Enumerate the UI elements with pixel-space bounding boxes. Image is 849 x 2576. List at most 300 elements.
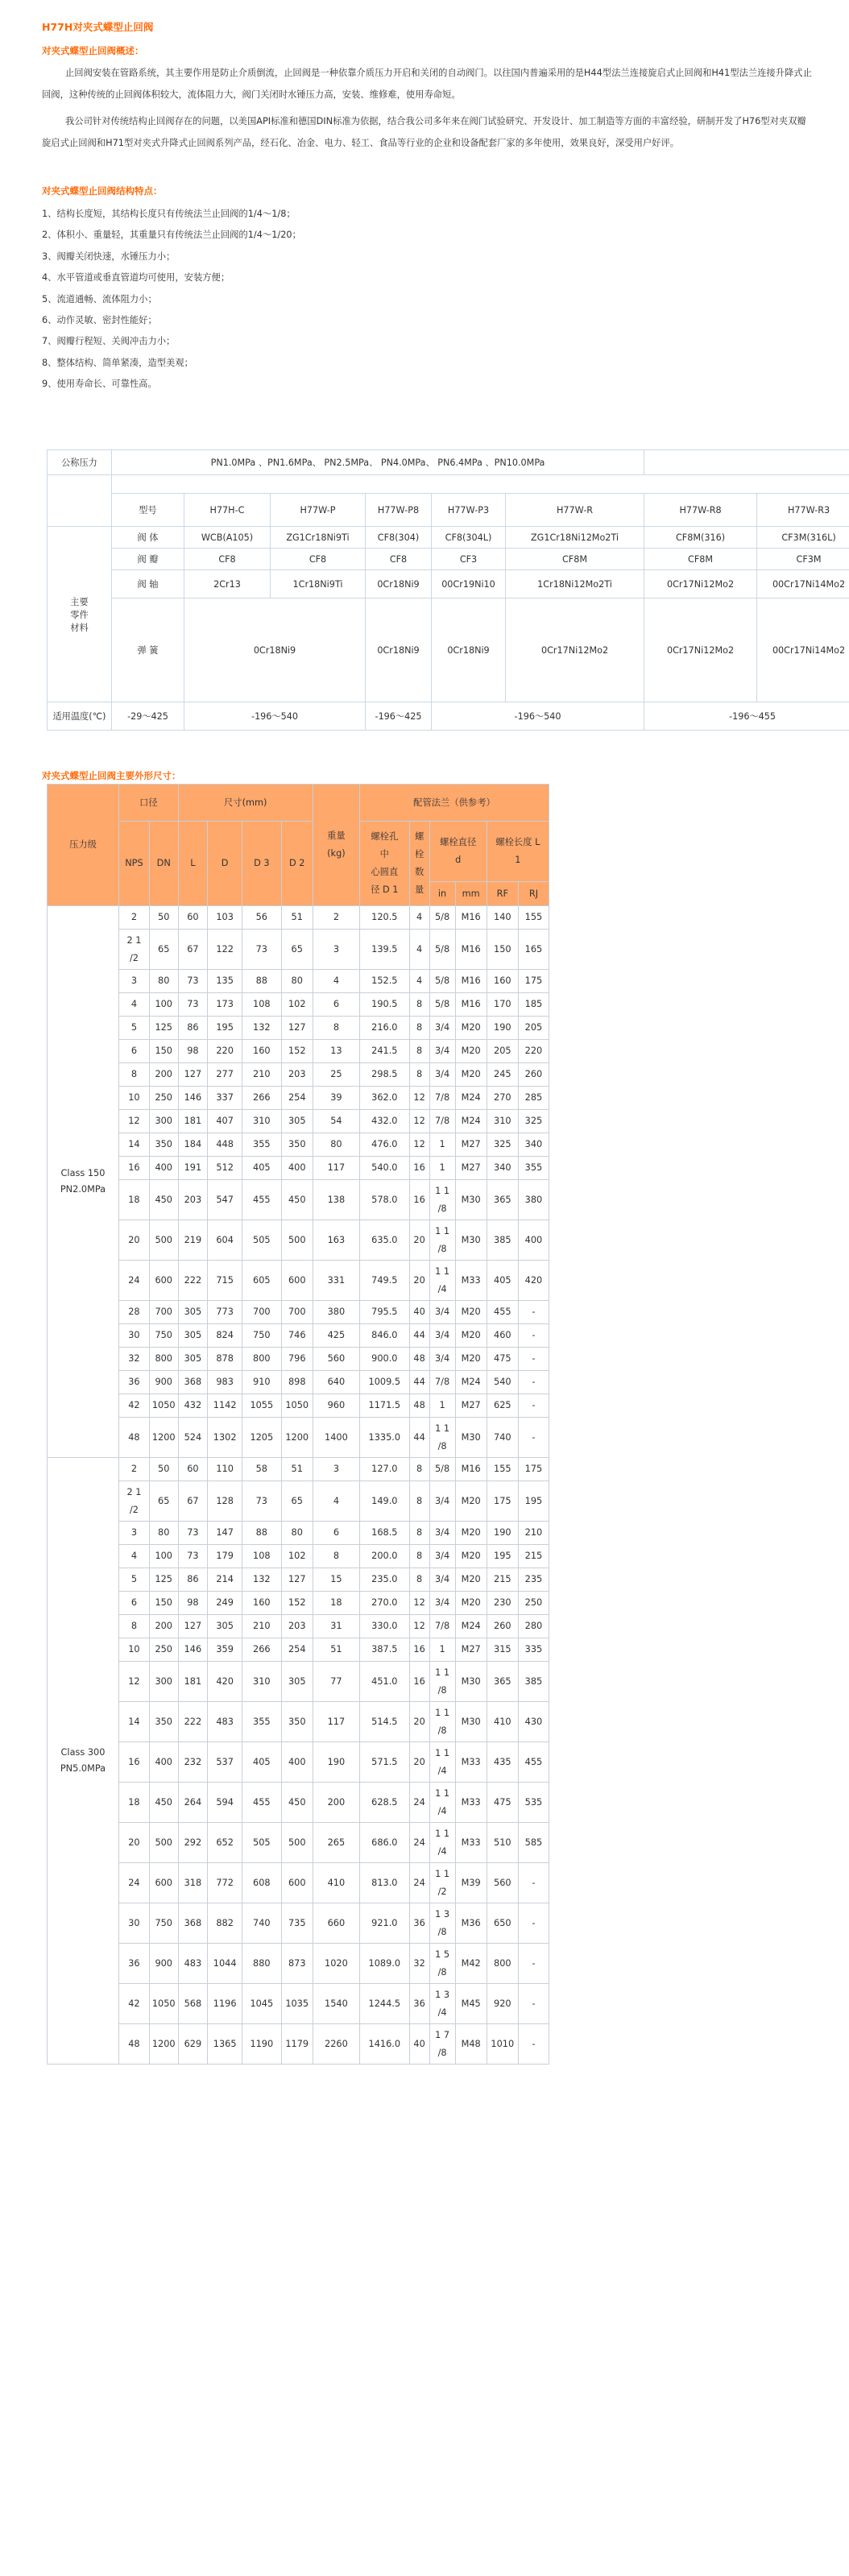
- table-cell: 524: [178, 1418, 208, 1458]
- table-cell: 1179: [281, 2024, 313, 2065]
- table-cell: -: [518, 1301, 549, 1324]
- table-cell: 219: [178, 1220, 208, 1261]
- table-cell: 3/4: [429, 1324, 455, 1348]
- feature-item: 6、动作灵敏、密封性能好；: [42, 314, 157, 325]
- feature-item: 1、结构长度短，其结构长度只有传统法兰止回阀的1/4～1/8；: [42, 209, 296, 219]
- table-cell: 330.0: [359, 1615, 409, 1638]
- header-cell: 口径: [118, 785, 178, 822]
- table-cell: 149.0: [359, 1481, 409, 1522]
- table-cell: 1045: [242, 1984, 282, 2024]
- table-cell: 2: [313, 906, 359, 930]
- table-row: [48, 1157, 549, 1180]
- table-row: [48, 1261, 549, 1301]
- table-cell: 4: [409, 930, 429, 970]
- table-cell: 1 1 /8: [429, 1702, 455, 1742]
- table-cell: 432.0: [359, 1110, 409, 1133]
- table-cell: 215: [518, 1545, 549, 1568]
- table-cell: 10: [118, 1638, 149, 1662]
- table-cell: 600: [281, 1863, 313, 1903]
- table-cell: 36: [409, 1984, 429, 2024]
- table-cell: 652: [208, 1823, 242, 1863]
- table-cell: 660: [313, 1903, 359, 1944]
- table-cell: 700: [281, 1301, 313, 1324]
- table-cell: 125: [149, 1017, 178, 1040]
- table-row: [48, 930, 549, 970]
- table-cell: 6: [118, 1040, 149, 1063]
- table-cell: 266: [242, 1638, 282, 1662]
- table-cell: 571.5: [359, 1742, 409, 1783]
- table-cell: -: [518, 1371, 549, 1394]
- table-cell: 4: [313, 1481, 359, 1522]
- table-cell: 715: [208, 1261, 242, 1301]
- table-cell: 216.0: [359, 1017, 409, 1040]
- table-cell: 8: [409, 1545, 429, 1568]
- material-table-row: [48, 475, 849, 494]
- table-row: [48, 1481, 549, 1522]
- table-cell: 280: [518, 1615, 549, 1638]
- part-material: CF8: [271, 549, 366, 570]
- table-cell: 1010: [487, 2024, 518, 2065]
- table-cell: 750: [149, 1903, 178, 1944]
- table-cell: 80: [149, 970, 178, 993]
- table-row: [48, 1301, 549, 1324]
- table-cell: 740: [242, 1903, 282, 1944]
- table-cell: 686.0: [359, 1823, 409, 1863]
- table-cell: 195: [518, 1481, 549, 1522]
- table-cell: 455: [487, 1301, 518, 1324]
- table-cell: 20: [409, 1261, 429, 1301]
- table-row: [48, 1522, 549, 1545]
- table-cell: 510: [487, 1823, 518, 1863]
- feature-item: 8、整体结构、简单紧凑，造型美观；: [42, 357, 193, 368]
- table-cell: 3/4: [429, 1301, 455, 1324]
- table-cell: 73: [178, 970, 208, 993]
- table-cell: 203: [178, 1180, 208, 1220]
- table-row: [48, 993, 549, 1017]
- table-cell: 355: [242, 1133, 282, 1157]
- part-material: 1Cr18Ni9Ti: [271, 570, 366, 598]
- table-cell: 250: [518, 1592, 549, 1615]
- model-name: H77W-R: [506, 494, 644, 527]
- table-cell: 1050: [149, 1984, 178, 2024]
- table-cell: M16: [455, 993, 487, 1017]
- table-cell: 175: [518, 970, 549, 993]
- table-cell: 1 1 /4: [429, 1783, 455, 1823]
- table-cell: 16: [118, 1157, 149, 1180]
- table-cell: 50: [149, 906, 178, 930]
- table-cell: 305: [281, 1662, 313, 1702]
- table-cell: 168.5: [359, 1522, 409, 1545]
- table-cell: 2: [118, 906, 149, 930]
- table-cell: 36: [118, 1944, 149, 1984]
- table-row: [48, 1823, 549, 1863]
- table-cell: 300: [149, 1662, 178, 1702]
- table-cell: 42: [118, 1394, 149, 1418]
- table-cell: 1: [429, 1157, 455, 1180]
- pressure-label: 公称压力: [48, 450, 112, 475]
- page-title: H77H对夹式蝶型止回阀: [42, 21, 154, 33]
- table-cell: 540: [487, 1371, 518, 1394]
- material-table-row: [48, 570, 849, 598]
- table-cell: 8: [409, 1568, 429, 1592]
- table-cell: 48: [118, 1418, 149, 1458]
- header-cell: 配管法兰（供参考）: [359, 785, 549, 822]
- table-cell: 298.5: [359, 1063, 409, 1087]
- table-cell: 1044: [208, 1944, 242, 1984]
- part-material: CF8M(316): [644, 527, 757, 549]
- table-cell: 135: [208, 970, 242, 993]
- table-cell: 750: [149, 1324, 178, 1348]
- part-material: ZG1Cr18Ni12Mo2Ti: [506, 527, 644, 549]
- table-cell: 215: [487, 1568, 518, 1592]
- table-cell: 127: [281, 1568, 313, 1592]
- table-row: [48, 2024, 549, 2065]
- table-cell: 5/8: [429, 906, 455, 930]
- table-row: [48, 1592, 549, 1615]
- table-cell: 245: [487, 1063, 518, 1087]
- table-cell: 73: [178, 1545, 208, 1568]
- table-cell: 28: [118, 1301, 149, 1324]
- table-cell: M24: [455, 1087, 487, 1110]
- table-row: [48, 1458, 549, 1481]
- table-cell: 195: [487, 1545, 518, 1568]
- table-cell: 155: [518, 906, 549, 930]
- table-cell: 254: [281, 1638, 313, 1662]
- header-cell: D 2: [281, 822, 313, 906]
- table-cell: -: [518, 1418, 549, 1458]
- model-name: H77W-R3: [757, 494, 849, 527]
- table-cell: 1 1 /8: [429, 1418, 455, 1458]
- table-cell: 100: [149, 1545, 178, 1568]
- table-cell: 1 1 /4: [429, 1823, 455, 1863]
- table-cell: 1540: [313, 1984, 359, 2024]
- table-cell: 210: [242, 1063, 282, 1087]
- table-cell: 56: [242, 906, 282, 930]
- table-cell: 16: [409, 1180, 429, 1220]
- table-cell: 450: [149, 1180, 178, 1220]
- table-cell: 3/4: [429, 1568, 455, 1592]
- table-row: [48, 1545, 549, 1568]
- table-cell: 260: [518, 1063, 549, 1087]
- table-cell: 127: [178, 1615, 208, 1638]
- table-cell: 138: [313, 1180, 359, 1220]
- table-cell: 102: [281, 993, 313, 1017]
- table-cell: 1055: [242, 1394, 282, 1418]
- table-cell: M20: [455, 1017, 487, 1040]
- table-cell: 36: [118, 1371, 149, 1394]
- table-cell: M20: [455, 1301, 487, 1324]
- table-cell: M16: [455, 970, 487, 993]
- table-cell: 44: [409, 1371, 429, 1394]
- table-cell: 1416.0: [359, 2024, 409, 2065]
- table-cell: 80: [281, 1522, 313, 1545]
- table-cell: 600: [149, 1863, 178, 1903]
- table-cell: 2260: [313, 2024, 359, 2065]
- table-row: [48, 1348, 549, 1371]
- table-cell: 578.0: [359, 1180, 409, 1220]
- table-cell: 350: [149, 1133, 178, 1157]
- table-cell: 170: [487, 993, 518, 1017]
- header-row: [48, 785, 549, 822]
- table-cell: 125: [149, 1568, 178, 1592]
- table-cell: 65: [281, 930, 313, 970]
- table-cell: 60: [178, 1458, 208, 1481]
- part-material: 0Cr18Ni9: [366, 570, 432, 598]
- table-cell: M27: [455, 1133, 487, 1157]
- empty-cell: [644, 450, 849, 475]
- table-cell: 120.5: [359, 906, 409, 930]
- table-cell: 900: [149, 1371, 178, 1394]
- table-cell: -: [518, 1394, 549, 1418]
- table-cell: 8: [409, 1063, 429, 1087]
- feature-item: 4、水平管道或垂直管道均可使用，安装方便；: [42, 272, 230, 284]
- table-cell: 222: [178, 1702, 208, 1742]
- table-row: [48, 970, 549, 993]
- table-cell: 920: [487, 1984, 518, 2024]
- table-cell: 547: [208, 1180, 242, 1220]
- table-cell: 385: [518, 1662, 549, 1702]
- table-cell: 315: [487, 1638, 518, 1662]
- table-cell: 65: [149, 930, 178, 970]
- table-cell: 277: [208, 1063, 242, 1087]
- table-cell: 1 1 /8: [429, 1180, 455, 1220]
- table-cell: 54: [313, 1110, 359, 1133]
- table-cell: M20: [455, 1324, 487, 1348]
- table-cell: 65: [281, 1481, 313, 1522]
- overview-paragraph-1: 止回阀安装在管路系统，其主要作用是防止介质倒流，止回阀是一种依靠介质压力开启和关闭的自动阀门。以往国内普遍采用的是H44型法兰连接旋启式止回阀和H41型法兰连接升降式止回阀，这种传统的止回阀体积较大，流体阻力大，阀门关闭时水锤压力高，安装、维修难，使用寿命短。: [42, 68, 812, 100]
- table-cell: 249: [208, 1592, 242, 1615]
- table-cell: 8: [313, 1545, 359, 1568]
- table-cell: 30: [118, 1903, 149, 1944]
- table-cell: 585: [518, 1823, 549, 1863]
- table-cell: 18: [118, 1783, 149, 1823]
- part-material: WCB(A105): [184, 527, 271, 549]
- table-cell: M39: [455, 1863, 487, 1903]
- table-cell: -: [518, 2024, 549, 2065]
- table-cell: 608: [242, 1863, 282, 1903]
- table-cell: 1190: [242, 2024, 282, 2065]
- header-cell: DN: [149, 822, 178, 906]
- table-cell: 173: [208, 993, 242, 1017]
- part-name: 弹 簧: [112, 598, 184, 702]
- table-cell: 772: [208, 1863, 242, 1903]
- table-cell: 568: [178, 1984, 208, 2024]
- table-cell: 42: [118, 1984, 149, 2024]
- table-cell: 24: [118, 1261, 149, 1301]
- table-cell: 800: [242, 1348, 282, 1371]
- table-cell: 264: [178, 1783, 208, 1823]
- table-cell: 32: [118, 1348, 149, 1371]
- table-row: [48, 1087, 549, 1110]
- table-cell: 483: [208, 1702, 242, 1742]
- table-cell: 127: [178, 1063, 208, 1087]
- table-cell: M30: [455, 1220, 487, 1261]
- material-table-row: [48, 527, 849, 549]
- table-cell: 132: [242, 1017, 282, 1040]
- table-row: [48, 1418, 549, 1458]
- header-cell: 螺栓直径 d: [429, 822, 487, 882]
- table-cell: 48: [118, 2024, 149, 2065]
- header-cell: 螺栓长度 L 1: [487, 822, 549, 882]
- table-cell: 108: [242, 1545, 282, 1568]
- table-cell: 190: [313, 1742, 359, 1783]
- table-cell: 846.0: [359, 1324, 409, 1348]
- table-cell: 222: [178, 1261, 208, 1301]
- table-cell: 400: [149, 1157, 178, 1180]
- table-cell: 232: [178, 1742, 208, 1783]
- table-cell: 8: [118, 1615, 149, 1638]
- feature-item: 9、使用寿命长、可靠性高。: [42, 379, 157, 390]
- feature-item: 3、阀瓣关闭快速，水锤压力小；: [42, 251, 176, 262]
- table-cell: 450: [281, 1783, 313, 1823]
- table-cell: 270: [487, 1087, 518, 1110]
- table-cell: 350: [149, 1702, 178, 1742]
- table-cell: 12: [409, 1615, 429, 1638]
- table-cell: M16: [455, 906, 487, 930]
- table-cell: M20: [455, 1522, 487, 1545]
- table-cell: 58: [242, 1458, 282, 1481]
- table-cell: 4: [409, 906, 429, 930]
- table-cell: M42: [455, 1944, 487, 1984]
- temperature-label: 适用温度(℃): [48, 702, 112, 731]
- table-row: [48, 1903, 549, 1944]
- table-cell: 48: [409, 1348, 429, 1371]
- table-cell: 451.0: [359, 1662, 409, 1702]
- table-cell: 750: [242, 1324, 282, 1348]
- table-cell: 1196: [208, 1984, 242, 2024]
- table-cell: 210: [518, 1522, 549, 1545]
- table-cell: 185: [518, 993, 549, 1017]
- table-row: [48, 1040, 549, 1063]
- table-cell: 800: [487, 1944, 518, 1984]
- table-cell: 407: [208, 1110, 242, 1133]
- table-cell: 1200: [149, 2024, 178, 2065]
- table-cell: -: [518, 1348, 549, 1371]
- model-name: H77W-R8: [644, 494, 757, 527]
- header-cell: 尺寸(mm): [178, 785, 313, 822]
- table-cell: 184: [178, 1133, 208, 1157]
- header-cell: 重量 (kg): [313, 785, 359, 906]
- table-cell: 36: [409, 1903, 429, 1944]
- part-name: 阀 瓣: [112, 549, 184, 570]
- table-cell: 900: [149, 1944, 178, 1984]
- table-cell: 700: [242, 1301, 282, 1324]
- table-cell: 203: [281, 1615, 313, 1638]
- table-cell: 432: [178, 1394, 208, 1418]
- table-cell: 50: [149, 1458, 178, 1481]
- table-cell: 203: [281, 1063, 313, 1087]
- table-cell: 5: [118, 1568, 149, 1592]
- temperature-value: -196～540: [184, 702, 366, 731]
- temperature-value: -196～455: [644, 702, 849, 731]
- table-row: [48, 1702, 549, 1742]
- table-cell: 139.5: [359, 930, 409, 970]
- table-cell: 365: [487, 1180, 518, 1220]
- table-cell: 512: [208, 1157, 242, 1180]
- table-cell: 1142: [208, 1394, 242, 1418]
- table-cell: 475: [487, 1783, 518, 1823]
- table-cell: 200: [149, 1063, 178, 1087]
- table-cell: 635.0: [359, 1220, 409, 1261]
- table-cell: 514.5: [359, 1702, 409, 1742]
- table-cell: 540.0: [359, 1157, 409, 1180]
- table-cell: 505: [242, 1823, 282, 1863]
- table-cell: 163: [313, 1220, 359, 1261]
- table-cell: 1 1 /2: [429, 1863, 455, 1903]
- table-cell: 220: [518, 1040, 549, 1063]
- temperature-value: -29～425: [112, 702, 184, 731]
- table-cell: M16: [455, 930, 487, 970]
- table-cell: 300: [149, 1110, 178, 1133]
- table-cell: -: [518, 1984, 549, 2024]
- model-label: 型号: [112, 494, 184, 527]
- table-cell: M45: [455, 1984, 487, 2024]
- table-cell: 146: [178, 1638, 208, 1662]
- part-material: CF3M: [757, 549, 849, 570]
- table-cell: 102: [281, 1545, 313, 1568]
- table-cell: 127.0: [359, 1458, 409, 1481]
- table-cell: 882: [208, 1903, 242, 1944]
- table-cell: 8: [409, 1040, 429, 1063]
- table-cell: 400: [518, 1220, 549, 1261]
- table-cell: M30: [455, 1180, 487, 1220]
- header-cell: L: [178, 822, 208, 906]
- table-cell: M30: [455, 1418, 487, 1458]
- table-cell: 8: [409, 1481, 429, 1522]
- table-cell: 181: [178, 1662, 208, 1702]
- table-cell: 1050: [149, 1394, 178, 1418]
- table-cell: 500: [149, 1823, 178, 1863]
- part-material: 0Cr17Ni12Mo2: [506, 598, 644, 702]
- table-cell: 265: [313, 1823, 359, 1863]
- table-cell: 98: [178, 1040, 208, 1063]
- table-cell: M33: [455, 1261, 487, 1301]
- table-cell: 18: [313, 1592, 359, 1615]
- table-cell: -: [518, 1324, 549, 1348]
- table-cell: -: [518, 1944, 549, 1984]
- table-cell: 420: [208, 1662, 242, 1702]
- temperature-value: -196～425: [366, 702, 432, 731]
- model-name: H77W-P: [271, 494, 366, 527]
- table-cell: 450: [149, 1783, 178, 1823]
- table-cell: 200: [313, 1783, 359, 1823]
- table-row: [48, 1662, 549, 1702]
- table-cell: 205: [487, 1040, 518, 1063]
- table-cell: 5: [118, 1017, 149, 1040]
- table-row: [48, 1017, 549, 1040]
- table-cell: 32: [409, 1944, 429, 1984]
- table-cell: 410: [313, 1863, 359, 1903]
- table-cell: 380: [313, 1301, 359, 1324]
- table-cell: 1: [429, 1133, 455, 1157]
- table-cell: 1200: [149, 1418, 178, 1458]
- part-material: 0Cr17Ni12Mo2: [644, 598, 757, 702]
- table-cell: M16: [455, 1458, 487, 1481]
- table-cell: 355: [242, 1702, 282, 1742]
- table-row: [48, 1863, 549, 1903]
- table-cell: 500: [281, 1823, 313, 1863]
- table-cell: 405: [487, 1261, 518, 1301]
- table-cell: 214: [208, 1568, 242, 1592]
- table-cell: 1244.5: [359, 1984, 409, 2024]
- part-material: 00Cr17Ni14Mo2: [757, 570, 849, 598]
- table-cell: 88: [242, 1522, 282, 1545]
- table-cell: 31: [313, 1615, 359, 1638]
- part-material: CF8(304): [366, 527, 432, 549]
- overview-heading: 对夹式蝶型止回阀概述：: [42, 45, 144, 56]
- dims-heading: 对夹式蝶型止回阀主要外形尺寸：: [42, 770, 181, 781]
- empty-cell: [48, 475, 112, 527]
